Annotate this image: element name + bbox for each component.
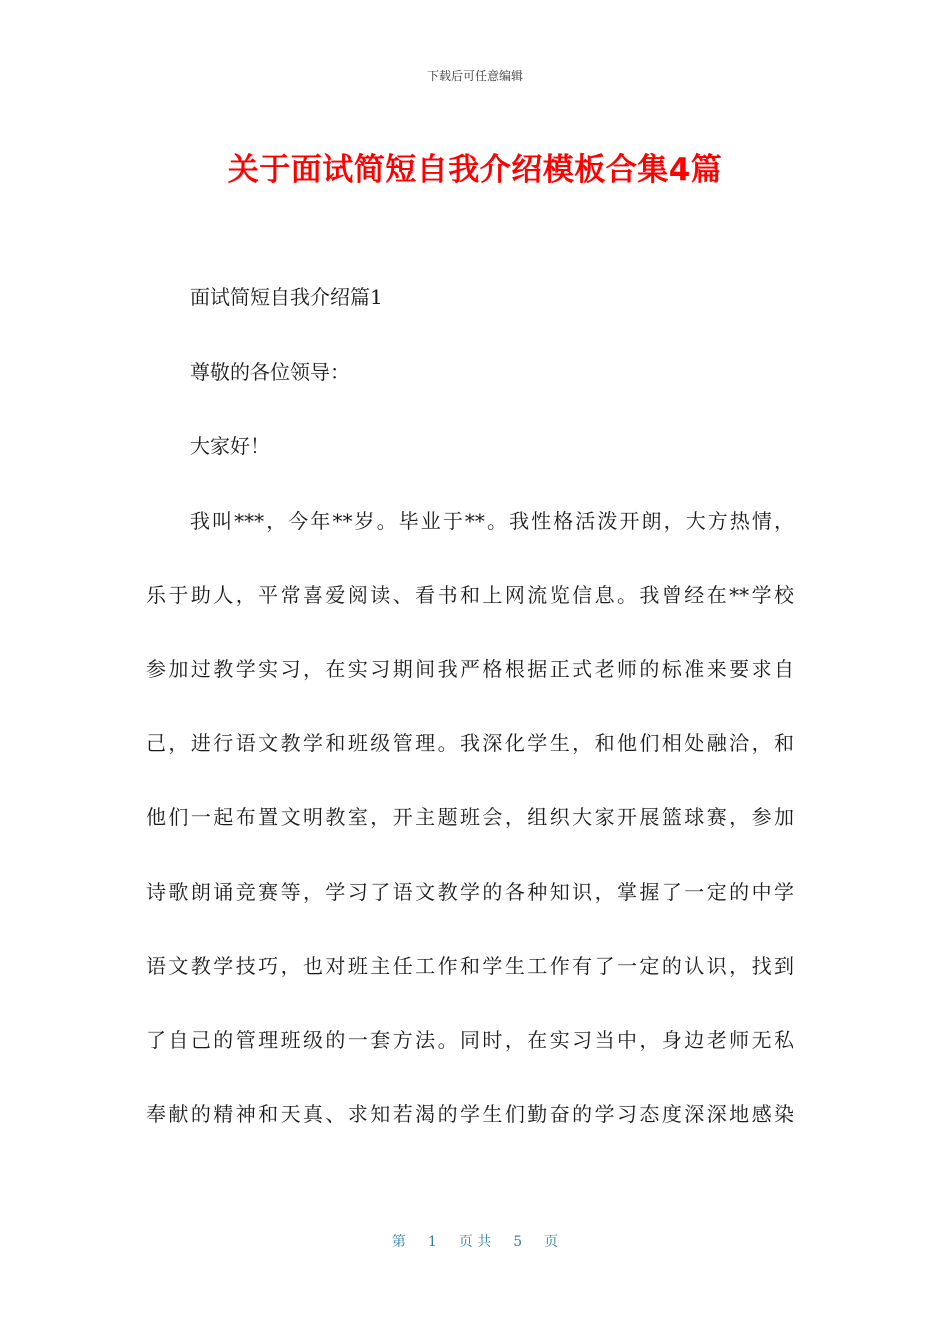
body-line: 语文教学技巧，也对班主任工作和学生工作有了一定的认识，找到 — [146, 954, 794, 978]
body-line: 乐于助人，平常喜爱阅读、看书和上网流览信息。我曾经在**学校 — [146, 583, 794, 607]
body-line: 我叫***，今年**岁。毕业于**。我性格活泼开朗，大方热情， — [190, 509, 794, 533]
salutation: 尊敬的各位领导： — [190, 360, 350, 384]
document-title: 关于面试简短自我介绍模板合集4篇 — [227, 152, 723, 188]
footer-middle: 页 共 — [458, 1234, 492, 1250]
footer-prefix: 第 — [391, 1234, 406, 1250]
section-heading: 面试简短自我介绍篇1 — [190, 285, 383, 309]
footer-suffix: 页 — [544, 1234, 559, 1250]
body-line: 诗歌朗诵竞赛等，学习了语文教学的各种知识，掌握了一定的中学 — [146, 880, 794, 904]
page-footer — [0, 1231, 950, 1251]
body-line: 己，进行语文教学和班级管理。我深化学生，和他们相处融洽，和 — [146, 731, 794, 755]
footer-current-page: 1 — [427, 1234, 437, 1250]
body-line: 奉献的精神和天真、求知若渴的学生们勤奋的学习态度深深地感染 — [146, 1102, 794, 1126]
footer-total-pages: 5 — [513, 1234, 523, 1250]
greeting: 大家好！ — [190, 434, 270, 458]
body-line: 他们一起布置文明教室，开主题班会，组织大家开展篮球赛，参加 — [146, 805, 794, 829]
body-line: 了自己的管理班级的一套方法。同时，在实习当中，身边老师无私 — [146, 1028, 794, 1052]
body-line: 参加过教学实习，在实习期间我严格根据正式老师的标准来要求自 — [146, 657, 794, 681]
page-header-note: 下载后可任意编辑 — [426, 69, 523, 83]
